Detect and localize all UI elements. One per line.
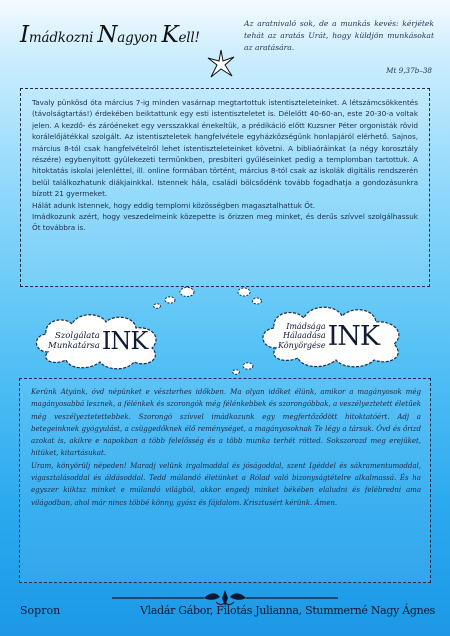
cloud-right	[256, 300, 416, 370]
footer-names: Vladár Gábor, Filotás Julianna, Stummerné Nagy Ágnes	[140, 604, 435, 617]
title-text: ell!	[178, 30, 200, 46]
footer	[20, 604, 435, 617]
prayer-box	[19, 378, 431, 583]
report-paragraph: Hálát adunk Istennek, hogy eddig templomi közösségben magasztalhattuk Őt.	[32, 200, 316, 210]
cloud-left-line2: Munkatársa	[48, 341, 100, 351]
cloud-right-line3: Könyörgése	[278, 340, 326, 350]
cloud-left-labels	[48, 331, 100, 351]
report-paragraph: Imádkozunk azért, hogy veszedelmeink közepette is őrizzen meg minket, és derűs szívvel szolgálhassuk Őt továbbra is.	[32, 212, 418, 233]
bible-reference: Mt 9,37b–38	[386, 66, 432, 75]
title-text: mádkozni	[28, 30, 98, 46]
title-initial: N	[97, 22, 118, 48]
prayer-paragraph: Uram, könyörülj népeden! Maradj velünk irgalmaddal és jóságoddal, szent Igéddel és sákramentumoddal, vigasztalásoddal és áldásoddal. Tedd múlandó életünket a Rólad való bizonyságtételre alkalmassá. És ha egyszer kiiktsz minket e múlandó világból, akkor engedj minket békében elaludni és felébredni ama világodban, ahol már nincs többé könny, gyász és fájdalom. Krisztusért kérünk. Ámen.	[31, 460, 421, 507]
cloud-left	[30, 308, 170, 372]
cloud-right-ink: INK	[327, 320, 380, 352]
cloud-left-line1: Szolgálata	[54, 331, 100, 341]
cloud-left-ink: INK	[101, 327, 148, 355]
cloud-right-line1: Imádsága	[286, 321, 326, 331]
title-initial: I	[20, 22, 29, 48]
footer-place: Sopron	[20, 604, 61, 617]
title-text: agyon	[117, 30, 162, 46]
bible-quote: Az aratnivaló sok, de a munkás kevés: kérjétek tehát az aratás Urát, hogy küldjön munkásokat az aratására.	[244, 19, 434, 52]
cloud-right-labels	[278, 322, 326, 351]
prayer-paragraph: Kerünk Atyánk, óvd népünket e vészterhes időkben. Ma olyan időket élünk, amikor a magányosok még magányosabbá lesznek, a félénkek és szorongók még félénkebbek és szorongóbbak, a veszélyeztetett életűek még veszélyeztetettebbek. Szorongó szívvel imádkozunk egy megfertőződött hitoktatóért. Adj a betegeinknek gyógyulást, a csüggedőknek élő reménységet, a magányosoknak Te légy a társuk. Óvd és őrizd azokat is, akikre e napokban a több felelősség és a több munka terhét rótted. Sokszorozd meg erejüket, hitüket, kitartásukat.	[31, 387, 421, 458]
cloud-right-line2: Hálaadása	[282, 331, 326, 341]
report-paragraph: Tavaly pünkösd óta március 7-ig minden vasárnap megtartottuk istentiszteleteinket. A létszámcsökkentés (távolságtartás!) érdekében beiktattunk egy esti istentiszteletet is. Délelőtt 40-60-an, este 20-30-a voltak jelen. A kezdő- és záróéneket egy versszakkal énekeltük, a prédikáció előtt Kuzsner Péter orgonisták rövid korálelőjátékkal szolgált. Az istentiszteletek hangfelvétele egyházközségünk honlapjáról elérhető. Sajnos, március 8-tól csak hangfelvételről lehet istentiszteleteinket követni. A bibliaóráinkat (a négy korosztály részére) egybenyitott gyülekezeti termünkben, presbiteri gyűléseinket pedig a templomban tartottuk. A hitoktatás iskolai jelenléttel, ill. online formában történt, március 8-tól csak az iskolák digitális rendszerén belül találkozhatunk diákjainkkal. Istennek hála, családi bölcsődénk tovább fogadhatja a gondozásunkra bízott 21 gyermeket.	[32, 98, 418, 199]
title-initial: K	[161, 22, 179, 48]
